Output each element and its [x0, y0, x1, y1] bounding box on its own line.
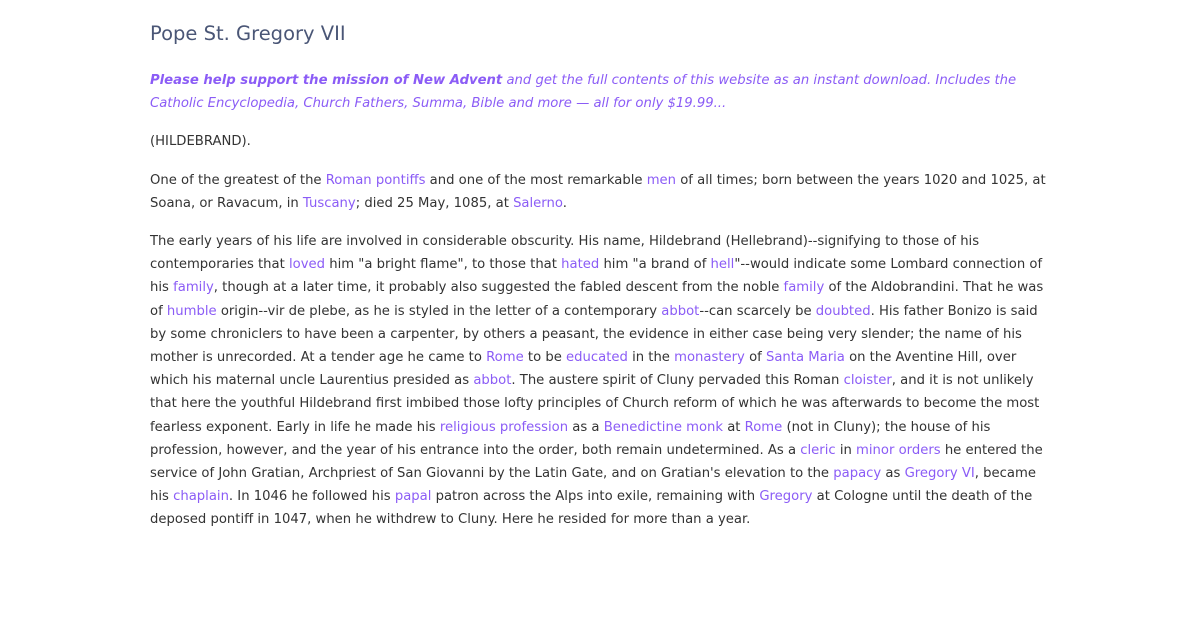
text-segment: in	[835, 442, 857, 458]
text-segment: ; died 25 May, 1085, at	[355, 195, 514, 211]
text-segment: of the Aldobrandini. That he was of	[150, 280, 1044, 319]
support-link-bold[interactable]: Please help support the mission of New Advent	[150, 73, 503, 88]
text-segment: as a	[568, 419, 604, 435]
inline-link[interactable]: humble	[166, 303, 217, 319]
paragraph	[150, 130, 1056, 153]
inline-link[interactable]: papacy	[833, 466, 882, 482]
text-segment: of	[744, 350, 766, 366]
inline-link[interactable]: educated	[566, 350, 628, 366]
inline-link[interactable]: Rome	[486, 350, 524, 366]
text-segment: and one of the most remarkable	[425, 172, 647, 188]
inline-link[interactable]: Rome	[744, 419, 783, 435]
text-segment: on the Aventine Hill, over which his maternal uncle Laurentius presided as	[150, 350, 1017, 389]
text-segment: , became his	[150, 466, 1036, 505]
page-title: Pope St. Gregory VII	[150, 22, 346, 45]
text-segment: , and it is not unlikely that here the youthful Hildebrand first imbibed those lofty principles of Church reform of which he was afterwards to become the most fearless exponent. Early in life he made his	[150, 373, 1040, 435]
text-segment: "--would indicate some Lombard connection of his	[150, 257, 1043, 296]
text-segment: . The austere spirit of Cluny pervaded this Roman	[511, 373, 844, 389]
text-segment: him "a bright flame", to those that	[325, 257, 562, 273]
text-segment: origin--vir de plebe, as he is styled in the letter of a contemporary	[216, 303, 662, 319]
text-segment: One of the greatest of the	[150, 172, 326, 188]
inline-link[interactable]: Tuscany	[302, 195, 356, 211]
inline-link[interactable]: chaplain	[173, 489, 229, 505]
text-segment: (HILDEBRAND).	[150, 134, 251, 150]
support-link[interactable]	[150, 73, 1016, 111]
inline-link[interactable]: loved	[288, 257, 326, 273]
inline-link[interactable]: Gregory	[759, 489, 813, 505]
inline-link[interactable]: abbot	[473, 373, 512, 389]
support-link-text[interactable]: and get the full contents of this website as an instant download. Includes the Catholic Encyclopedia, Church Fathers, Summa, Bible and more — all for only $19.99...	[150, 73, 1017, 112]
text-segment: .	[562, 195, 567, 211]
text-segment: patron across the Alps into exile, remaining with	[431, 489, 760, 505]
article-body	[150, 130, 1056, 531]
text-segment: (not in Cluny); the house of his profession, however, and the year of his entrance into the order, both remain undetermined. As a	[150, 419, 991, 458]
inline-link[interactable]: abbot	[661, 303, 700, 319]
text-segment: he entered the service of John Gratian, Archpriest of San Giovanni by the Latin Gate, and on Gratian's elevation to the	[150, 442, 1043, 482]
paragraph	[150, 230, 1056, 532]
text-segment: him "a brand of	[599, 257, 711, 273]
text-segment: of all times; born between the years 1020 and 1025, at Soana, or Ravacum, in	[150, 172, 1046, 211]
inline-link[interactable]: family	[173, 280, 214, 296]
inline-link[interactable]: Roman pontiffs	[325, 172, 426, 188]
text-segment: . In 1046 he followed his	[228, 489, 395, 505]
inline-link[interactable]: monastery	[674, 350, 745, 366]
inline-link[interactable]: hell	[710, 257, 735, 273]
inline-link[interactable]: minor orders	[856, 442, 941, 458]
paragraph	[150, 169, 1056, 215]
text-segment: at	[723, 419, 745, 435]
inline-link[interactable]: cleric	[800, 442, 836, 458]
inline-link[interactable]: cloister	[843, 373, 892, 389]
text-segment: . His father Bonizo is said by some chroniclers to have been a carpenter, by others a peasant, the evidence in either case being very slender; the name of his mother is unrecorded. At a tender age he came to	[150, 303, 1038, 366]
text-segment: at Cologne until the death of the deposed pontiff in 1047, when he withdrew to Cluny. Here he resided for more than a year.	[150, 489, 1033, 528]
inline-link[interactable]: hated	[561, 257, 600, 273]
inline-link[interactable]: family	[783, 280, 825, 296]
text-segment: --can scarcely be	[699, 303, 816, 319]
inline-link[interactable]: Benedictine monk	[603, 419, 724, 435]
support-banner[interactable]	[150, 69, 1056, 115]
inline-link[interactable]: papal	[394, 489, 432, 505]
inline-link[interactable]: Gregory VI	[904, 466, 975, 482]
text-segment: , though at a later time, it probably also suggested the fabled descent from the noble	[213, 280, 784, 296]
text-segment: in the	[627, 350, 675, 366]
inline-link[interactable]: men	[646, 172, 677, 188]
article	[150, 20, 1056, 547]
inline-link[interactable]: religious profession	[439, 419, 569, 435]
text-segment: to be	[523, 350, 567, 366]
text-segment: as	[881, 466, 905, 482]
inline-link[interactable]: Salerno	[513, 195, 563, 211]
text-segment: The early years of his life are involved in considerable obscurity. His name, Hildebrand (Hellebrand)--signifying to those of his contemporaries that	[150, 234, 980, 273]
inline-link[interactable]: Santa Maria	[765, 350, 845, 366]
inline-link[interactable]: doubted	[815, 303, 871, 319]
